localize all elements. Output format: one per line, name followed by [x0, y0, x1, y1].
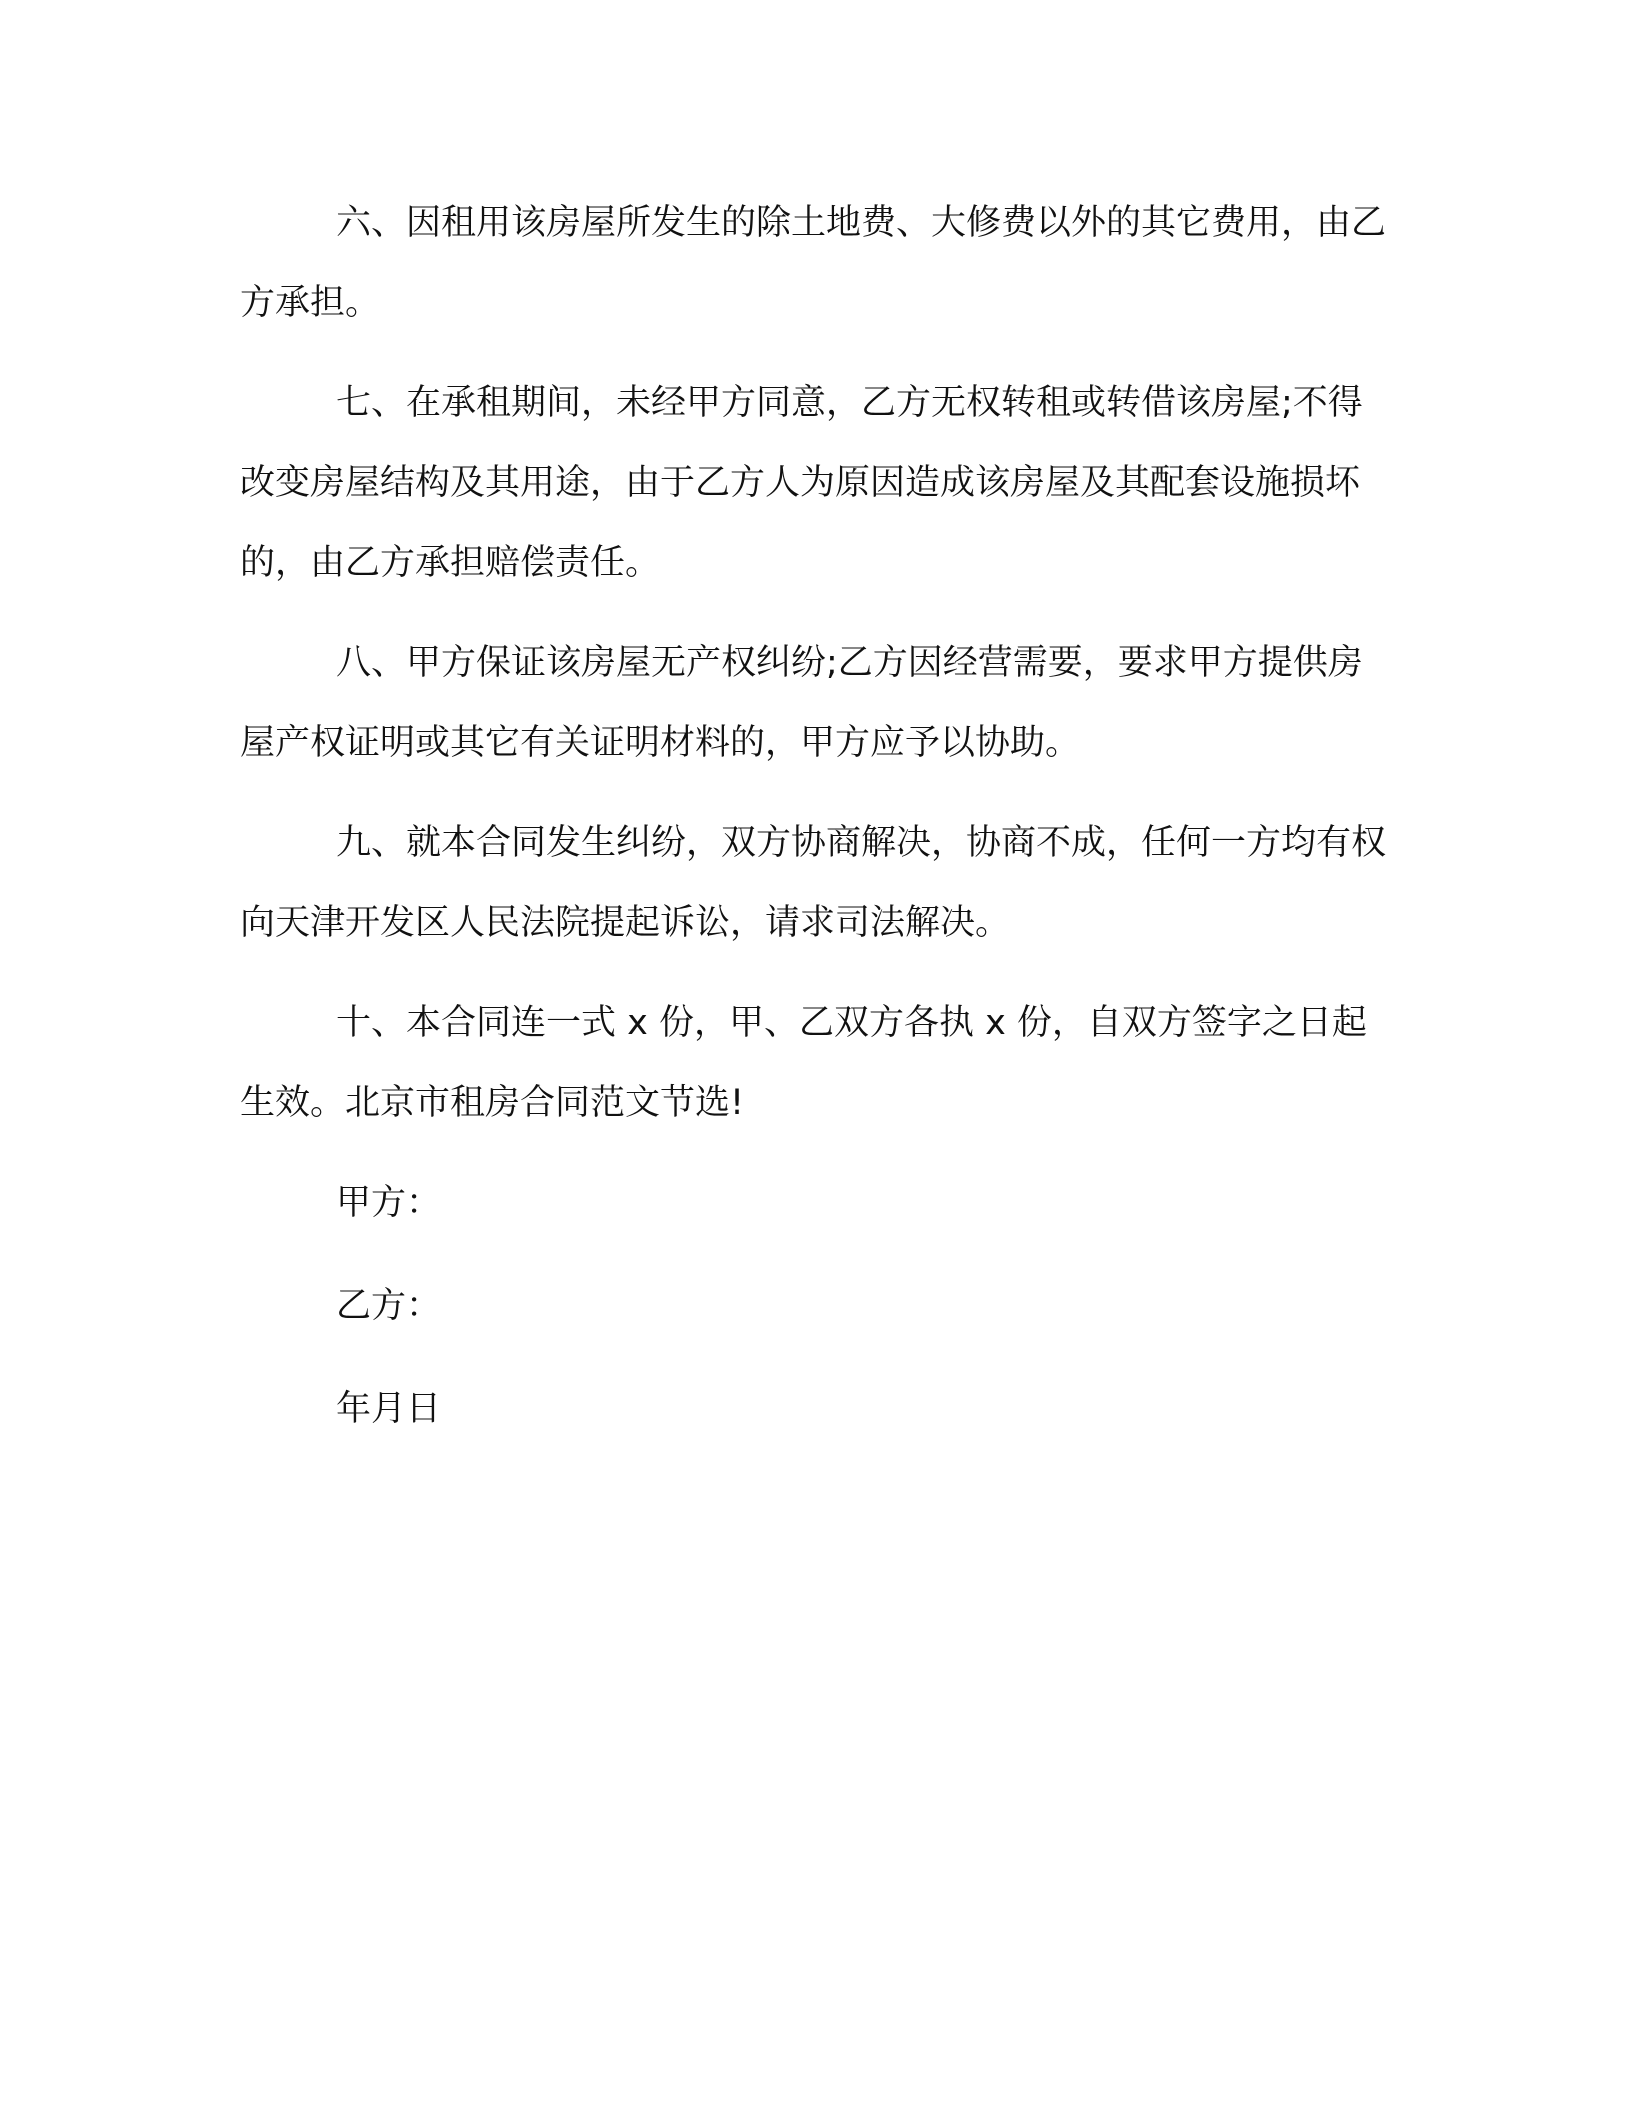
signature-date: 年月日 — [336, 1389, 442, 1429]
clause-8: 八、甲方保证该房屋无产权纠纷;乙方因经营需要，要求甲方提供房屋产权证明或其它有关证明材料的，甲方应予以协助。 — [240, 643, 1363, 763]
clause-6: 六、因租用该房屋所发生的除土地费、大修费以外的其它费用，由乙方承担。 — [240, 203, 1387, 323]
clause-9: 九、就本合同发生纠纷，双方协商解决，协商不成，任何一方均有权向天津开发区人民法院提起诉讼，请求司法解决。 — [240, 823, 1387, 943]
document-body — [240, 183, 1390, 1472]
signature-party-b: 乙方： — [336, 1286, 442, 1326]
clause-7: 七、在承租期间，未经甲方同意，乙方无权转租或转借该房屋;不得改变房屋结构及其用途，由于乙方人为原因造成该房屋及其配套设施损坏的，由乙方承担赔偿责任。 — [240, 383, 1363, 583]
signature-party-a: 甲方： — [336, 1183, 442, 1223]
clause-10: 十、本合同连一式 x 份，甲、乙双方各执 x 份，自双方签字之日起生效。北京市租房合同范文节选! — [240, 1003, 1367, 1123]
